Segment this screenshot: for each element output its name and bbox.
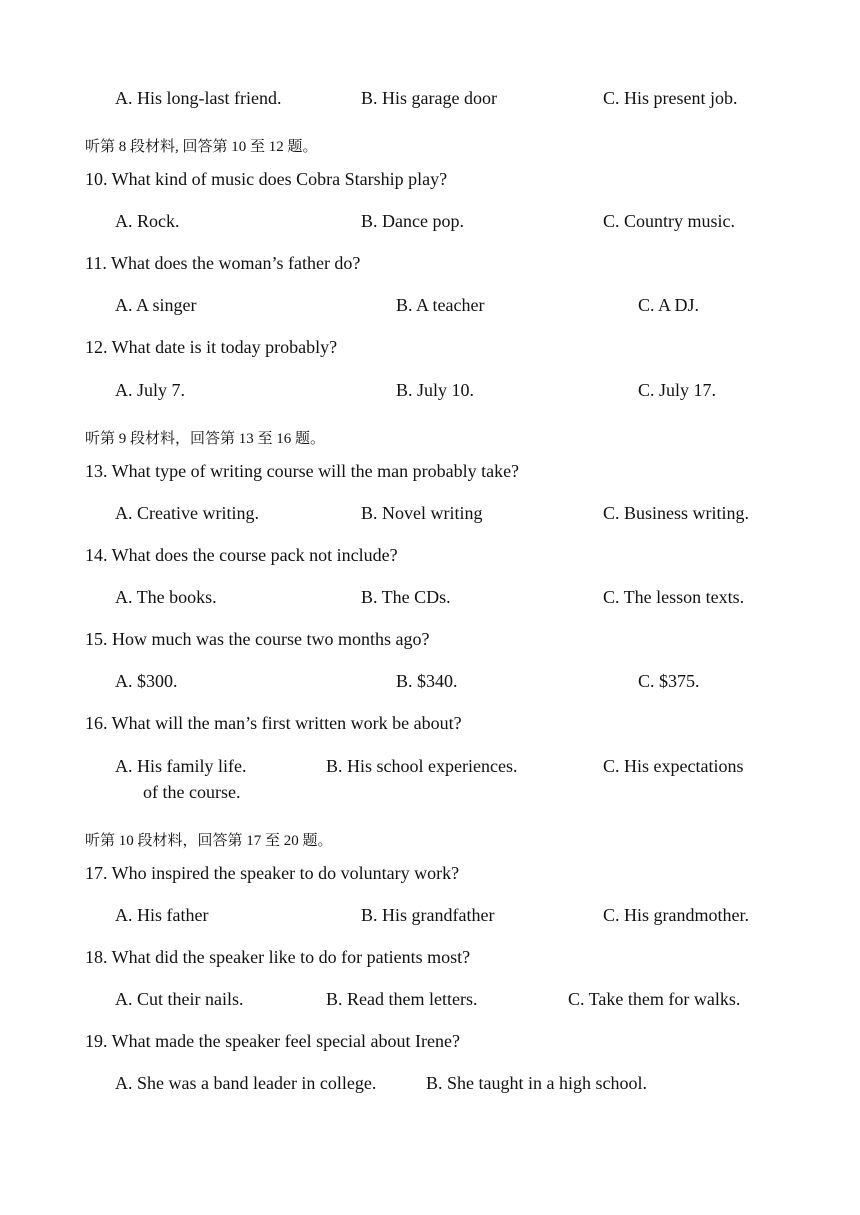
option-b: B. Novel writing [361, 503, 483, 523]
option-c: C. His expectations [603, 756, 744, 776]
option-c: C. A DJ. [638, 295, 700, 315]
option-b: B. A teacher [396, 295, 485, 315]
option-b: B. His grandfather [361, 905, 495, 925]
option-c: C. His present job. [603, 88, 738, 108]
option-c: C. $375. [638, 671, 700, 691]
section-heading: 听第 10 段材料，回答第 17 至 20 题。 [85, 833, 333, 849]
option-a: A. His long-last friend. [115, 88, 282, 108]
option-a: A. $300. [115, 671, 178, 691]
question-text: 16. What will the man’s first written work be about? [85, 713, 462, 733]
section-heading: 听第 8 段材料, 回答第 10 至 12 题。 [85, 139, 318, 155]
section-heading: 听第 9 段材料，回答第 13 至 16 题。 [85, 431, 326, 447]
option-c: C. July 17. [638, 380, 717, 400]
option-a: A. Cut their nails. [115, 989, 244, 1009]
option-b: B. Dance pop. [361, 211, 464, 231]
option-b: B. His school experiences. [326, 756, 518, 776]
question-text: 18. What did the speaker like to do for patients most? [85, 947, 471, 967]
option-a: A. Rock. [115, 211, 180, 231]
question-text: 13. What type of writing course will the man probably take? [85, 461, 520, 481]
option-c: C. Take them for walks. [568, 989, 741, 1009]
question-text: 15. How much was the course two months ago? [85, 629, 430, 649]
question-text: 12. What date is it today probably? [85, 337, 338, 357]
option-c-continuation: of the course. [143, 782, 241, 802]
option-c: C. Country music. [603, 211, 736, 231]
option-b: B. $340. [396, 671, 458, 691]
option-b: B. Read them letters. [326, 989, 478, 1009]
question-text: 17. Who inspired the speaker to do voluntary work? [85, 863, 460, 883]
option-a: A. The books. [115, 587, 217, 607]
option-a: A. His father [115, 905, 209, 925]
option-b: B. The CDs. [361, 587, 451, 607]
question-text: 11. What does the woman’s father do? [85, 253, 361, 273]
option-b: B. She taught in a high school. [426, 1073, 647, 1093]
option-c: C. Business writing. [603, 503, 750, 523]
option-a: A. His family life. [115, 756, 247, 776]
question-text: 10. What kind of music does Cobra Starship play? [85, 169, 448, 189]
question-text: 14. What does the course pack not include? [85, 545, 398, 565]
option-b: B. His garage door [361, 88, 497, 108]
option-a: A. July 7. [115, 380, 186, 400]
question-text: 19. What made the speaker feel special about Irene? [85, 1031, 460, 1051]
option-a: A. Creative writing. [115, 503, 259, 523]
option-a: A. A singer [115, 295, 197, 315]
option-c: C. The lesson texts. [603, 587, 745, 607]
option-b: B. July 10. [396, 380, 475, 400]
option-a: A. She was a band leader in college. [115, 1073, 377, 1093]
option-c: C. His grandmother. [603, 905, 749, 925]
